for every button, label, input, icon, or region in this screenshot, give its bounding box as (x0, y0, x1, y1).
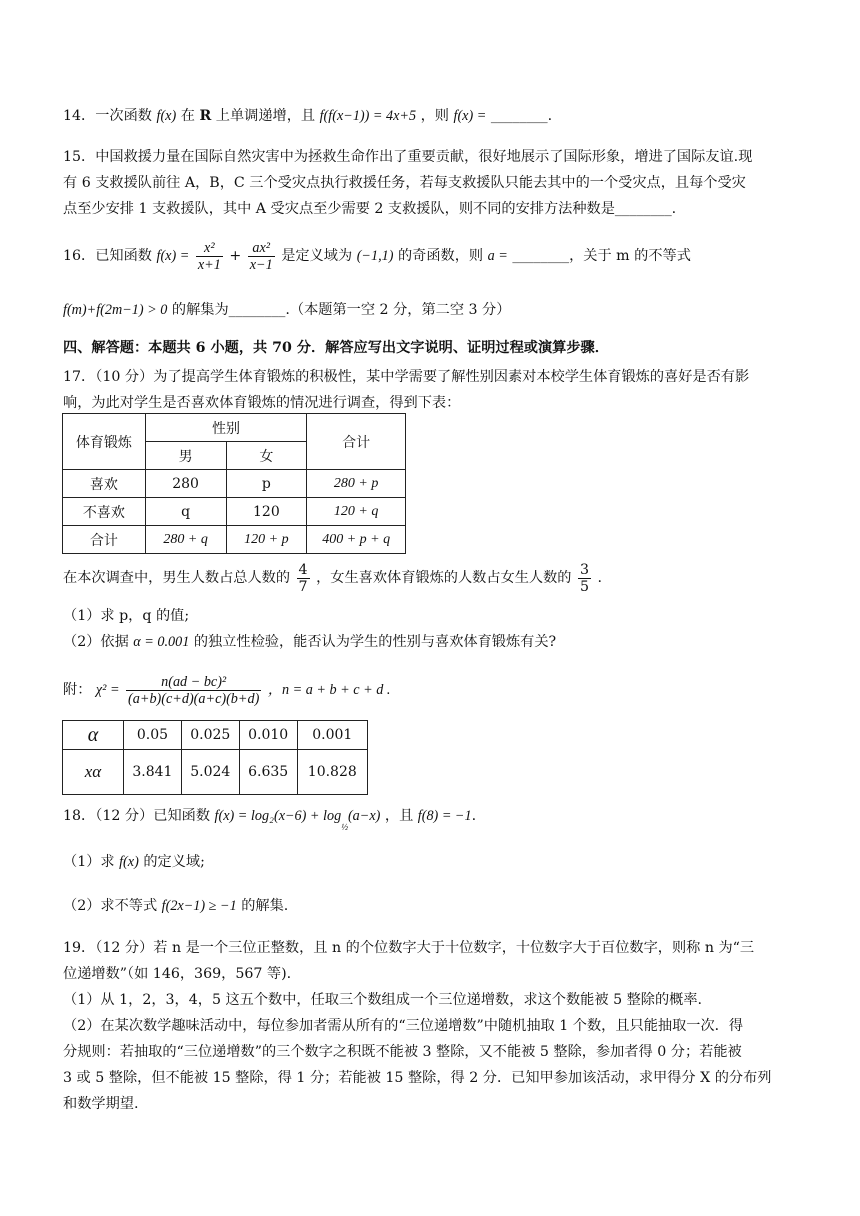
q19-line1: 19．（12 分）若 n 是一个三位正整数，且 n 的个位数字大于十位数字，十位数字大于百位数字，则称 n 为“三 (63, 940, 755, 956)
critical-value-table (62, 720, 368, 795)
q14-tail: ，则 (420, 108, 449, 124)
q16-plus: + (229, 248, 242, 264)
x-alpha-header: xα (63, 750, 124, 795)
table-row (63, 470, 406, 498)
q16-line2 (63, 300, 510, 320)
frac-den: 5 (579, 578, 590, 595)
survey-cell: p (226, 470, 307, 498)
appendix-label: 附： (63, 682, 92, 698)
table-row (63, 721, 368, 750)
chi-square-formula (126, 674, 261, 707)
survey-header-sport: 体育锻炼 (63, 414, 146, 470)
q18-part1c: 的定义域; (143, 854, 205, 870)
q14-mid2: 上单调递增，且 (215, 108, 316, 124)
q14-fx2: f(x) = (453, 108, 487, 124)
survey-cell: 280 + p (307, 470, 406, 498)
q18-condition: f(8) = −1 (417, 808, 472, 824)
chi-num: n(ad − bc)² (126, 674, 261, 691)
q17-line2: 响，为此对学生是否喜欢体育锻炼的情况进行调查，得到下表： (63, 395, 461, 411)
q17-part2a: （2）依据 (63, 634, 129, 650)
q18-log-base: ½ (341, 821, 348, 832)
q16-domain: (−1,1) (356, 248, 394, 264)
q16-a-eq: a = (487, 248, 508, 264)
q17-appendix (63, 668, 390, 712)
survey-cell: 280 + q (145, 526, 226, 554)
question-14 (63, 106, 552, 126)
alpha-cell: 0.025 (181, 721, 239, 750)
survey-cell: q (145, 498, 226, 526)
q17-part1: （1）求 p，q 的值; (63, 608, 190, 624)
q18-end: . (471, 808, 477, 824)
q17-survey-line (63, 558, 602, 598)
question-18 (63, 806, 476, 831)
survey-cell: 120 + p (226, 526, 307, 554)
q17-survey-c: . (597, 570, 603, 586)
survey-cell: 120 (226, 498, 307, 526)
q17-survey-b: ，女生喜欢体育锻炼的人数占女生人数的 (316, 570, 572, 586)
q14-condition: f(f(x−1)) = 4x+5 (319, 108, 417, 124)
frac-num: 3 (579, 561, 590, 578)
survey-header-male: 男 (145, 442, 226, 470)
frac-den: 7 (298, 578, 308, 595)
q18-part2 (63, 896, 288, 916)
q19-line6: 3 或 5 整除，但不能被 15 整除，得 1 分；若能被 15 整除，得 2 分．已知甲参加该活动，求甲得分 X 的分布列 (63, 1070, 772, 1086)
q17-fraction-3-5 (578, 562, 591, 595)
q16-fraction-1 (196, 240, 223, 273)
q16-fx: f(x) = (156, 248, 190, 264)
x-cell: 3.841 (124, 750, 182, 795)
q16-mid: 是定义域为 (281, 248, 353, 264)
q16-den1: x+1 (197, 256, 221, 273)
alpha-cell: 0.001 (297, 721, 367, 750)
survey-header-female: 女 (226, 442, 307, 470)
chi-den: (a+b)(c+d)(a+c)(b+d) (128, 690, 260, 707)
q19-line2: 位递增数”（如 146，369，567 等). (63, 966, 292, 982)
q16-inequality: f(m)+f(2m−1) > 0 (63, 302, 168, 318)
table-row (63, 498, 406, 526)
q17-part2b: 的独立性检验，能否认为学生的性别与喜欢体育锻炼有关? (193, 634, 557, 650)
q14-prefix: 14．一次函数 (63, 108, 152, 124)
q17-line1: 17．（10 分）为了提高学生体育锻炼的积极性，某中学需要了解性别因素对本校学生体育锻炼的喜好是否有影 (63, 369, 750, 385)
survey-row-label: 合计 (63, 526, 146, 554)
q17-alpha: α = 0.001 (133, 634, 190, 650)
q14-blank: ________. (490, 108, 553, 124)
q17-fraction-4-7 (297, 562, 310, 595)
q16-den2: x−1 (249, 256, 273, 273)
alpha-cell: 0.05 (124, 721, 182, 750)
q16-fraction-2 (248, 240, 275, 273)
survey-row-label: 喜欢 (63, 470, 146, 498)
survey-row-label: 不喜欢 (63, 498, 146, 526)
q19-line4: （2）在某次数学趣味活动中，每位参加者需从所有的“三位递增数”中随机抽取 1 个数，且只能抽取一次．得 (63, 1018, 744, 1034)
table-row (63, 750, 368, 795)
q18-part1 (63, 852, 205, 872)
q18-part2c: 的解集. (241, 898, 289, 914)
q18-prefix: 18．（12 分）已知函数 (63, 808, 211, 824)
q14-fx: f(x) (156, 108, 177, 124)
q18-part2a: （2）求不等式 (63, 898, 158, 914)
q19-line5: 分规则：若抽取的“三位递增数”的三个数字之积既不能被 3 整除，又不能被 5 整除，参加者得 0 分；若能被 (63, 1044, 742, 1060)
q17-survey-a: 在本次调查中，男生人数占总人数的 (63, 570, 291, 586)
q16-line2-tail: 的解集为________.（本题第一空 2 分，第二空 3 分） (171, 302, 511, 318)
q15-line2: 有 6 支救援队前往 A，B，C 三个受灾点执行救援任务，若每支救援队只能去其中的一个受灾点，且每个受灾 (63, 175, 746, 191)
question-16 (63, 236, 691, 276)
q16-blank1: ________，关于 m 的不等式 (512, 248, 691, 264)
alpha-header: α (63, 721, 124, 750)
x-cell: 6.635 (239, 750, 297, 795)
q18-tail: ，且 (384, 808, 414, 824)
section-4-heading: 四、解答题：本题共 6 小题，共 70 分．解答应写出文字说明、证明过程或演算步骤． (63, 340, 609, 356)
q18-part1b: f(x) (119, 854, 139, 870)
q15-line1: 15．中国救援力量在国际自然灾害中为拯救生命作出了重要贡献，很好地展示了国际形象，增进了国际友谊.现 (63, 149, 753, 165)
q19-line3: （1）从 1，2，3，4，5 这五个数中，任取三个数组成一个三位递增数，求这个数能被 5 整除的概率. (63, 992, 703, 1008)
survey-cell: 400 + p + q (307, 526, 406, 554)
q16-num2: ax² (248, 240, 275, 257)
survey-cell: 280 (145, 470, 226, 498)
q16-prefix: 16．已知函数 (63, 248, 152, 264)
survey-table (62, 413, 406, 554)
q19-line7: 和数学期望. (63, 1096, 139, 1112)
q14-R: R (199, 108, 212, 124)
q18-function2: (a−x) (347, 808, 381, 824)
alpha-cell: 0.010 (239, 721, 297, 750)
survey-header-total: 合计 (307, 414, 406, 470)
q16-mid2: 的奇函数，则 (397, 248, 484, 264)
survey-header-gender: 性别 (145, 414, 307, 442)
q18-part2b: f(2x−1) ≥ −1 (161, 898, 237, 914)
survey-cell: 120 + q (307, 498, 406, 526)
q14-mid: 在 (180, 108, 195, 124)
x-cell: 5.024 (181, 750, 239, 795)
n-equation: ，n = a + b + c + d . (267, 682, 391, 698)
x-cell: 10.828 (297, 750, 367, 795)
q16-num1: x² (196, 240, 223, 257)
chi-square-label: χ² = (95, 682, 120, 698)
q18-function: f(x) = log₂(x−6) + log (214, 808, 342, 824)
table-row (63, 526, 406, 554)
q18-part1a: （1）求 (63, 854, 115, 870)
frac-num: 4 (298, 561, 308, 578)
q17-part2 (63, 632, 556, 652)
q15-line3: 点至少安排 1 支救援队，其中 A 受灾点至少需要 2 支救援队，则不同的安排方法种数是________. (63, 201, 677, 217)
